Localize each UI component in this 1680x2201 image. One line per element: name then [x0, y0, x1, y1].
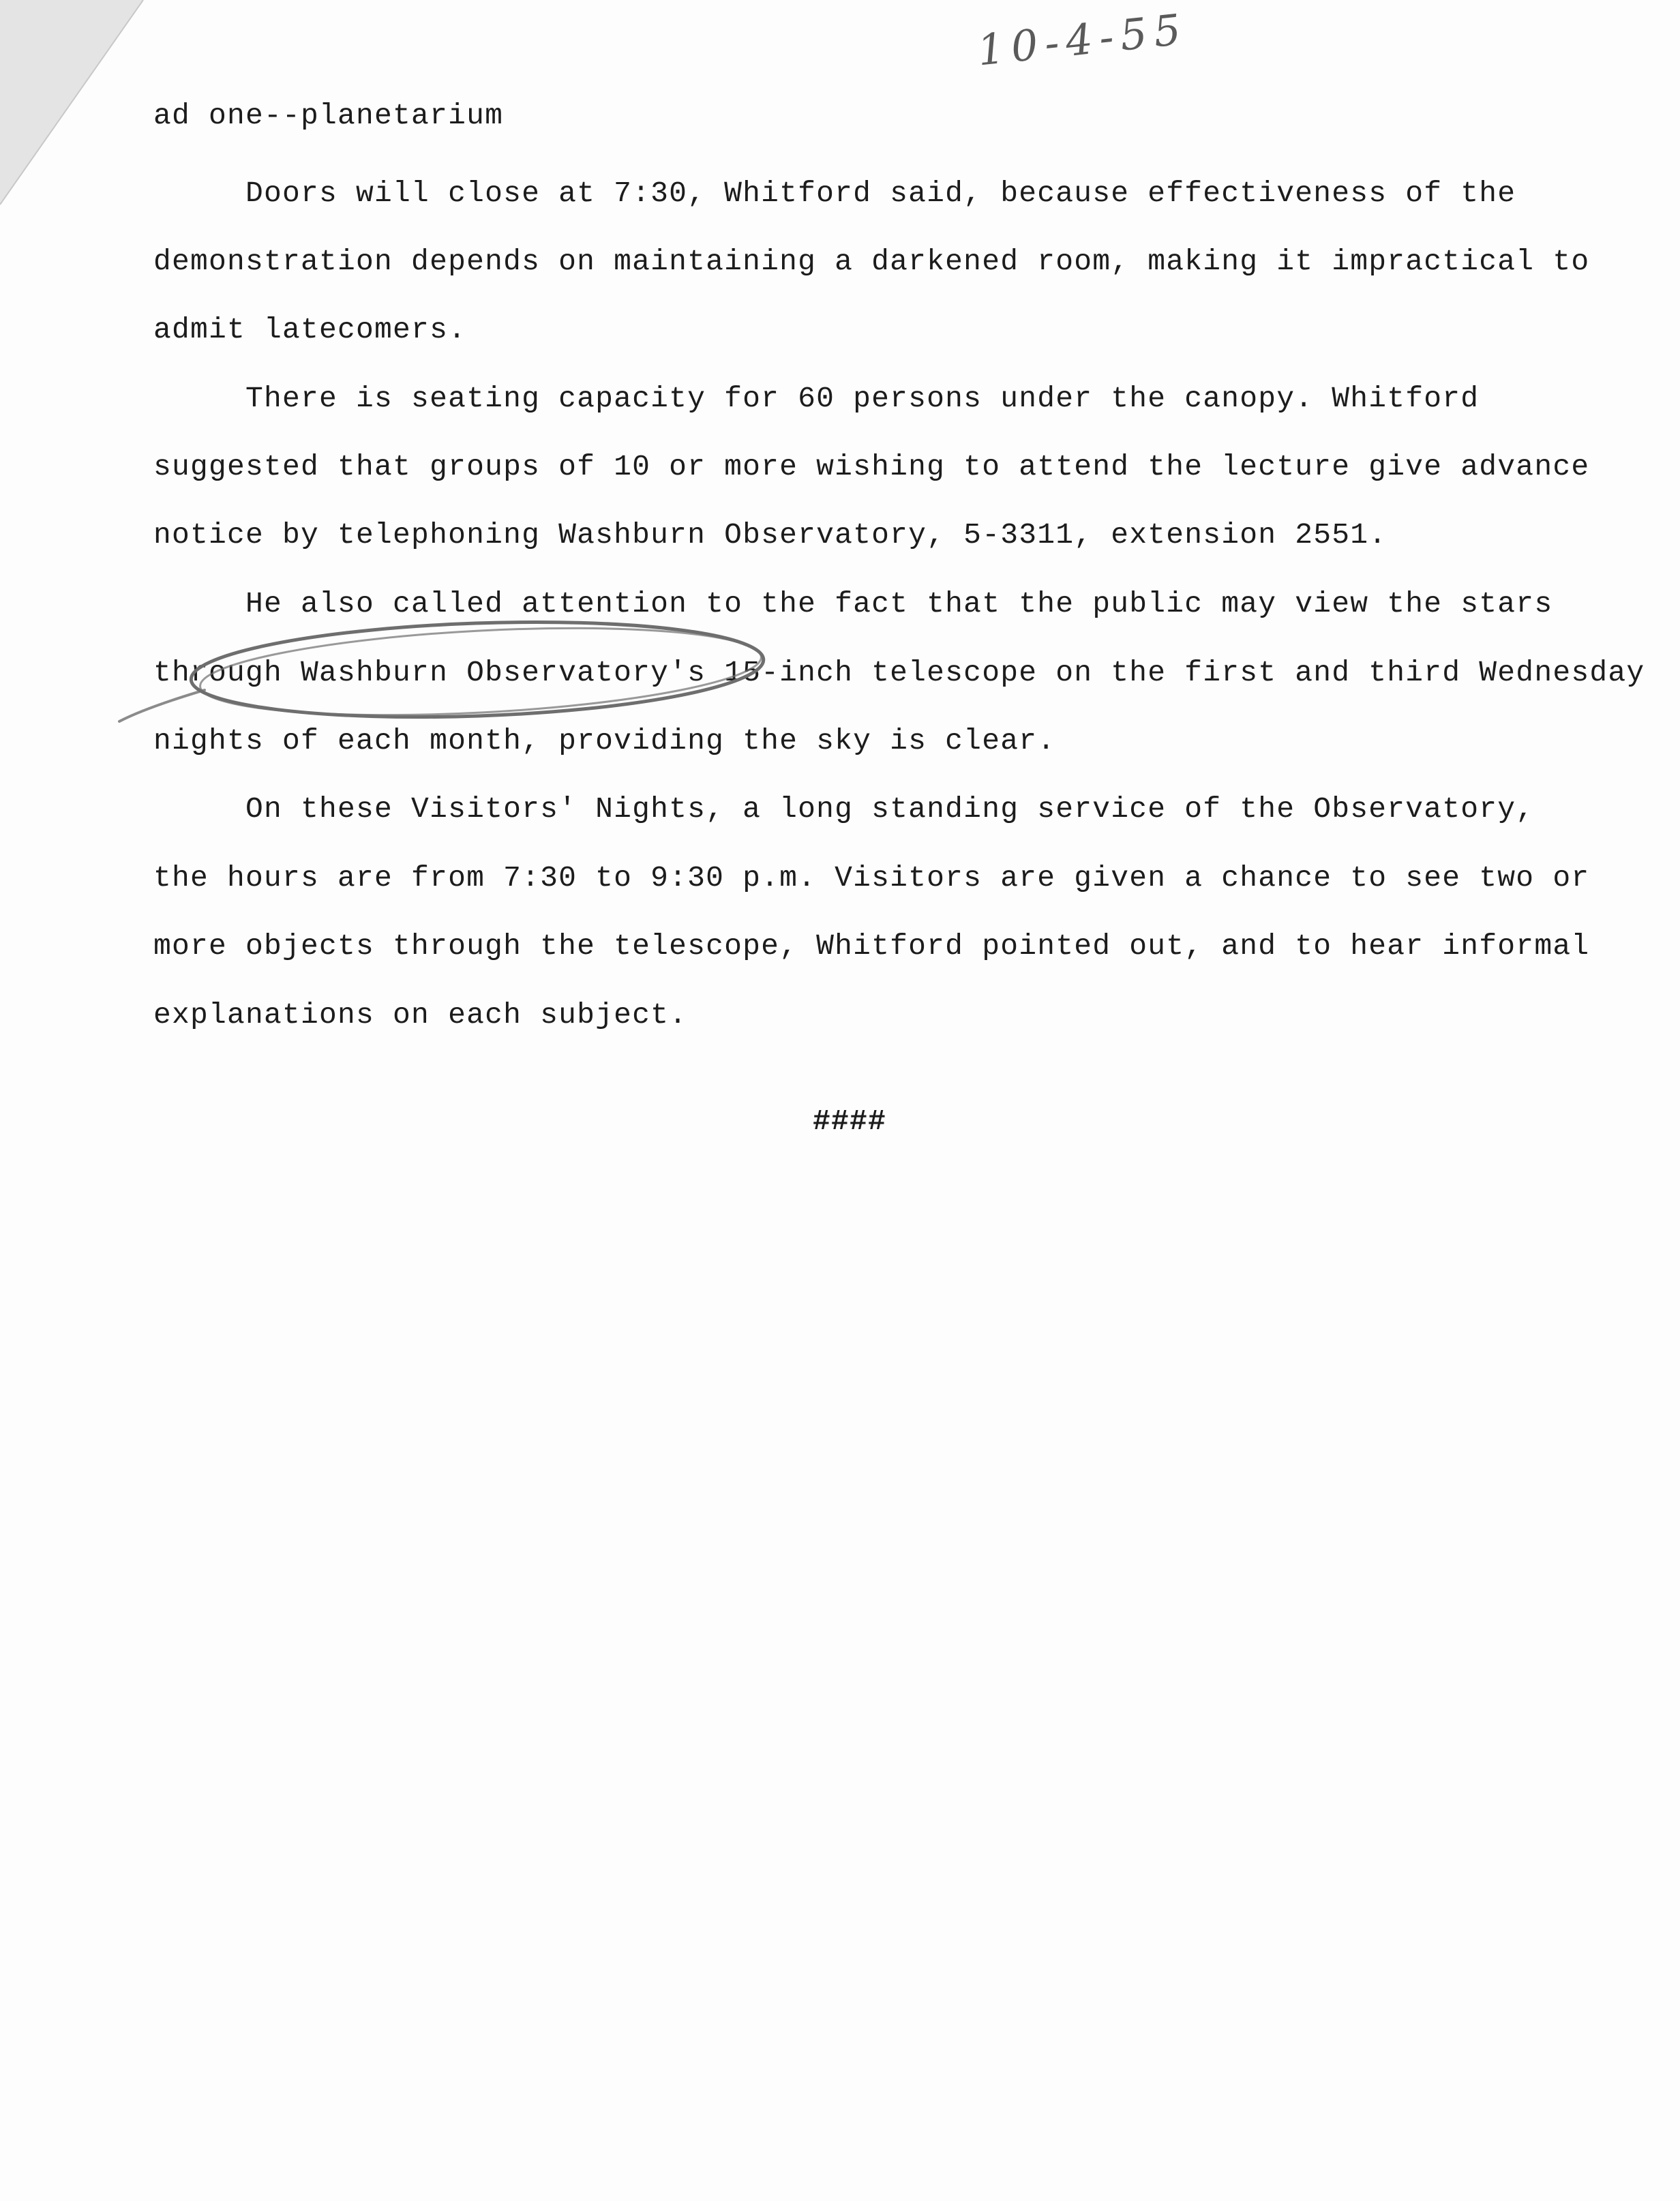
body-line: He also called attention to the fact that the public may view the stars — [153, 587, 1553, 620]
body-line: notice by telephoning Washburn Observatory, 5-3311, extension 2551. — [153, 518, 1388, 552]
body-line: more objects through the telescope, Whitford pointed out, and to hear informal — [153, 929, 1590, 963]
body-line: There is seating capacity for 60 persons under the canopy. Whitford — [153, 382, 1480, 415]
body-line: Doors will close at 7:30, Whitford said, because effectiveness of the — [153, 177, 1516, 210]
body-line: demonstration depends on maintaining a darkened room, making it impractical to — [153, 245, 1590, 278]
slug-line: ad one--planetarium — [153, 99, 504, 132]
body-line: the hours are from 7:30 to 9:30 p.m. Visitors are given a chance to see two or — [153, 861, 1590, 895]
end-mark: #### — [813, 1105, 887, 1138]
corner-fold-edge — [0, 0, 177, 218]
handwritten-date: 10-4-55 — [975, 3, 1190, 76]
body-line: explanations on each subject. — [153, 998, 688, 1032]
body-line: suggested that groups of 10 or more wishing to attend the lecture give advance — [153, 450, 1590, 483]
body-line: On these Visitors' Nights, a long standing service of the Observatory, — [153, 792, 1535, 826]
body-line: through Washburn Observatory's 15-inch telescope on the first and third Wednesday — [153, 656, 1645, 689]
body-line: admit latecomers. — [153, 313, 467, 346]
body-line: nights of each month, providing the sky is clear. — [153, 724, 1056, 758]
